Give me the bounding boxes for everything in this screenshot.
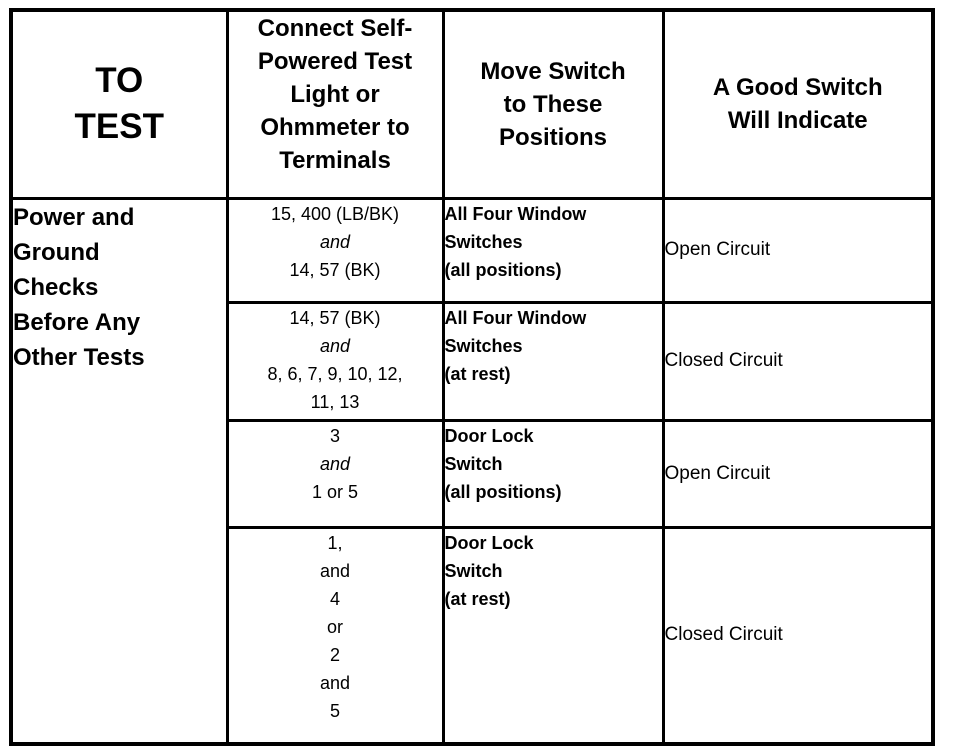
- header-indicate: A Good Switch Will Indicate: [663, 10, 933, 198]
- indicate-cell: Open Circuit: [663, 420, 933, 527]
- header-positions: Move Switch to These Positions: [443, 10, 663, 198]
- switch-test-table: [9, 8, 935, 746]
- header-to-test: TO TEST: [11, 10, 227, 198]
- indicate-cell: Open Circuit: [663, 198, 933, 302]
- terminals-cell: 15, 400 (LB/BK) and 14, 57 (BK): [227, 198, 443, 302]
- header-terminals: Connect Self- Powered Test Light or Ohmmeter to Terminals: [227, 10, 443, 198]
- table-row: [11, 198, 933, 302]
- positions-cell: Door Lock Switch (at rest): [443, 527, 663, 744]
- header-row: [11, 10, 933, 198]
- test-type-cell: Power and Ground Checks Before Any Other Tests: [11, 198, 227, 744]
- positions-cell: All Four Window Switches (at rest): [443, 302, 663, 420]
- indicate-cell: Closed Circuit: [663, 302, 933, 420]
- terminals-cell: 1, and 4 or 2 and 5: [227, 527, 443, 744]
- terminals-cell: 14, 57 (BK) and 8, 6, 7, 9, 10, 12, 11, 13: [227, 302, 443, 420]
- positions-cell: All Four Window Switches (all positions): [443, 198, 663, 302]
- indicate-cell: Closed Circuit: [663, 527, 933, 744]
- terminals-cell: 3 and 1 or 5: [227, 420, 443, 527]
- positions-cell: Door Lock Switch (all positions): [443, 420, 663, 527]
